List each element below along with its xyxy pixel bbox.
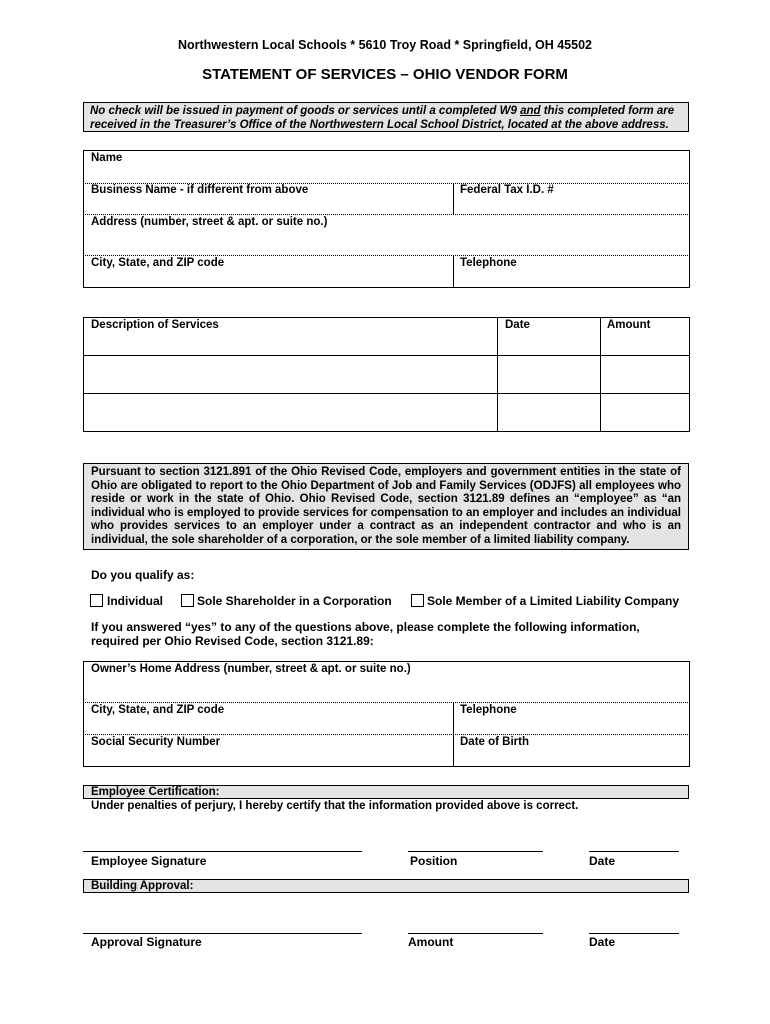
employee-signature-label: Employee Signature — [91, 854, 207, 868]
description-of-services-header: Description of Services — [91, 319, 219, 331]
building-approval-heading: Building Approval: — [83, 879, 689, 893]
employee-signature-line[interactable] — [83, 851, 362, 852]
position-line[interactable] — [408, 851, 543, 852]
district-address: Northwestern Local Schools * 5610 Troy Road * Springfield, OH 45502 — [177, 38, 592, 52]
qualify-question: Do you qualify as: — [91, 568, 195, 582]
date-of-birth-field[interactable]: Date of Birth — [460, 736, 529, 748]
name-field[interactable]: Name — [91, 152, 123, 164]
owner-city-state-zip-field[interactable]: City, State, and ZIP code — [91, 704, 225, 716]
approval-date-line[interactable] — [589, 933, 679, 934]
city-state-zip-field[interactable]: City, State, and ZIP code — [91, 257, 225, 269]
sole-member-llc-label: Sole Member of a Limited Liability Company — [427, 594, 680, 608]
ohio-revised-code-notice: Pursuant to section 3121.891 of the Ohio Revised Code, employers and government entities in the state of Ohio are obligated to report to the Ohio Department of Job and Family Services (ODJFS) all employees who reside or work in the state of Ohio. Ohio Revised Code, section 3121.89 defines an “employee” as “an individual who is employed to provide services for compensation to an employer and includes an individual who provides services to an employer under a contract as an independent contractor and who is an individual, the sole shareholder of a corporation, or the sole member of a limited liability company. — [83, 463, 689, 550]
owner-home-address-field[interactable]: Owner’s Home Address (number, street & apt. or suite no.) — [91, 663, 411, 675]
service-row-2-date[interactable] — [498, 394, 599, 431]
sole-member-llc-checkbox[interactable] — [411, 594, 424, 607]
ssn-field[interactable]: Social Security Number — [91, 736, 221, 748]
business-name-field[interactable]: Business Name - if different from above — [91, 184, 309, 196]
address-field[interactable]: Address (number, street & apt. or suite no.) — [91, 216, 328, 228]
approval-signature-line[interactable] — [83, 933, 362, 934]
notice-text-before: No check will be issued in payment of goods or services until a completed W9 — [90, 105, 521, 117]
sole-shareholder-checkbox[interactable] — [181, 594, 194, 607]
notice-text-after: this completed form are received in the Treasurer’s Office of the Northwestern Local School District, located at the above address. — [90, 105, 675, 131]
approval-date-label: Date — [589, 935, 616, 949]
employee-certification-heading: Employee Certification: — [83, 785, 689, 799]
service-row-1-description[interactable] — [84, 356, 496, 392]
owner-telephone-field[interactable]: Telephone — [460, 704, 517, 716]
sole-shareholder-label: Sole Shareholder in a Corporation — [197, 594, 392, 608]
certification-statement: Under penalties of perjury, I hereby certify that the information provided above is correct. — [91, 800, 579, 812]
service-amount-header: Amount — [607, 319, 651, 331]
approval-amount-label: Amount — [408, 935, 454, 949]
approval-amount-line[interactable] — [408, 933, 543, 934]
position-label: Position — [410, 854, 458, 868]
service-row-2-amount[interactable] — [601, 394, 689, 431]
service-date-header: Date — [505, 319, 530, 331]
service-row-2-description[interactable] — [84, 394, 496, 431]
service-row-1-date[interactable] — [498, 356, 599, 392]
individual-checkbox[interactable] — [90, 594, 103, 607]
notice-underlined: and — [520, 105, 541, 117]
employee-date-label: Date — [589, 854, 616, 868]
employee-date-line[interactable] — [589, 851, 679, 852]
approval-signature-label: Approval Signature — [91, 935, 202, 949]
form-title: STATEMENT OF SERVICES – OHIO VENDOR FORM — [202, 66, 568, 83]
individual-label: Individual — [107, 594, 164, 608]
w9-notice — [83, 102, 689, 132]
service-row-1-amount[interactable] — [601, 356, 689, 392]
telephone-field[interactable]: Telephone — [460, 257, 517, 269]
federal-tax-id-field[interactable]: Federal Tax I.D. # — [460, 184, 554, 196]
qualify-instruction: If you answered “yes” to any of the questions above, please complete the following information, required per Ohio Revised Code, section 3121.89: — [91, 620, 640, 648]
